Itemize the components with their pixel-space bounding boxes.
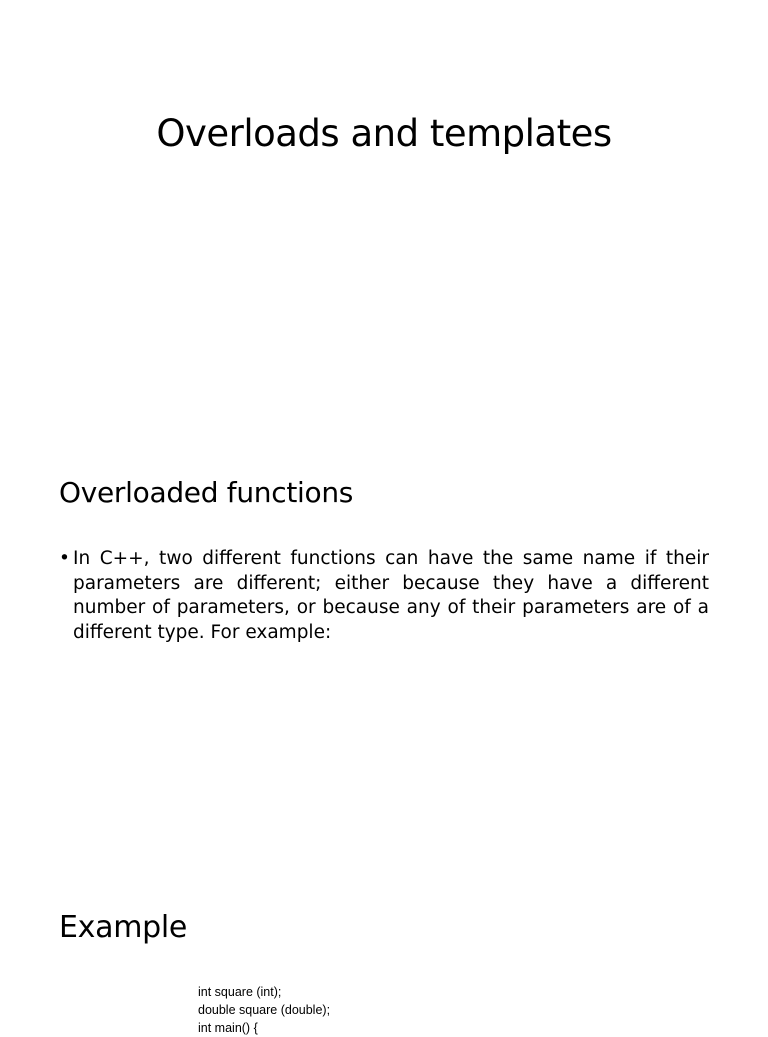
code-block [198,983,330,1037]
slide-heading: Example [59,910,188,945]
slide-example [0,880,768,1035]
bullet-item [59,547,709,645]
bullet-list [59,547,709,645]
slide-heading: Overloaded functions [59,476,354,509]
code-line: int main() { [198,1021,258,1035]
code-line: double square (double); [198,1003,331,1017]
slide-title [0,0,768,430]
bullet-text: In C++, two different functions can have the same name if their parameters are different; either because they have a different number of parameters, or because any of their parameters are of a different type. For example: [73,548,709,643]
slide-overloaded-functions [0,440,768,870]
bullet-marker: • [59,548,70,569]
code-line: int square (int); [198,985,282,999]
slide-title-text: Overloads and templates [156,112,612,155]
